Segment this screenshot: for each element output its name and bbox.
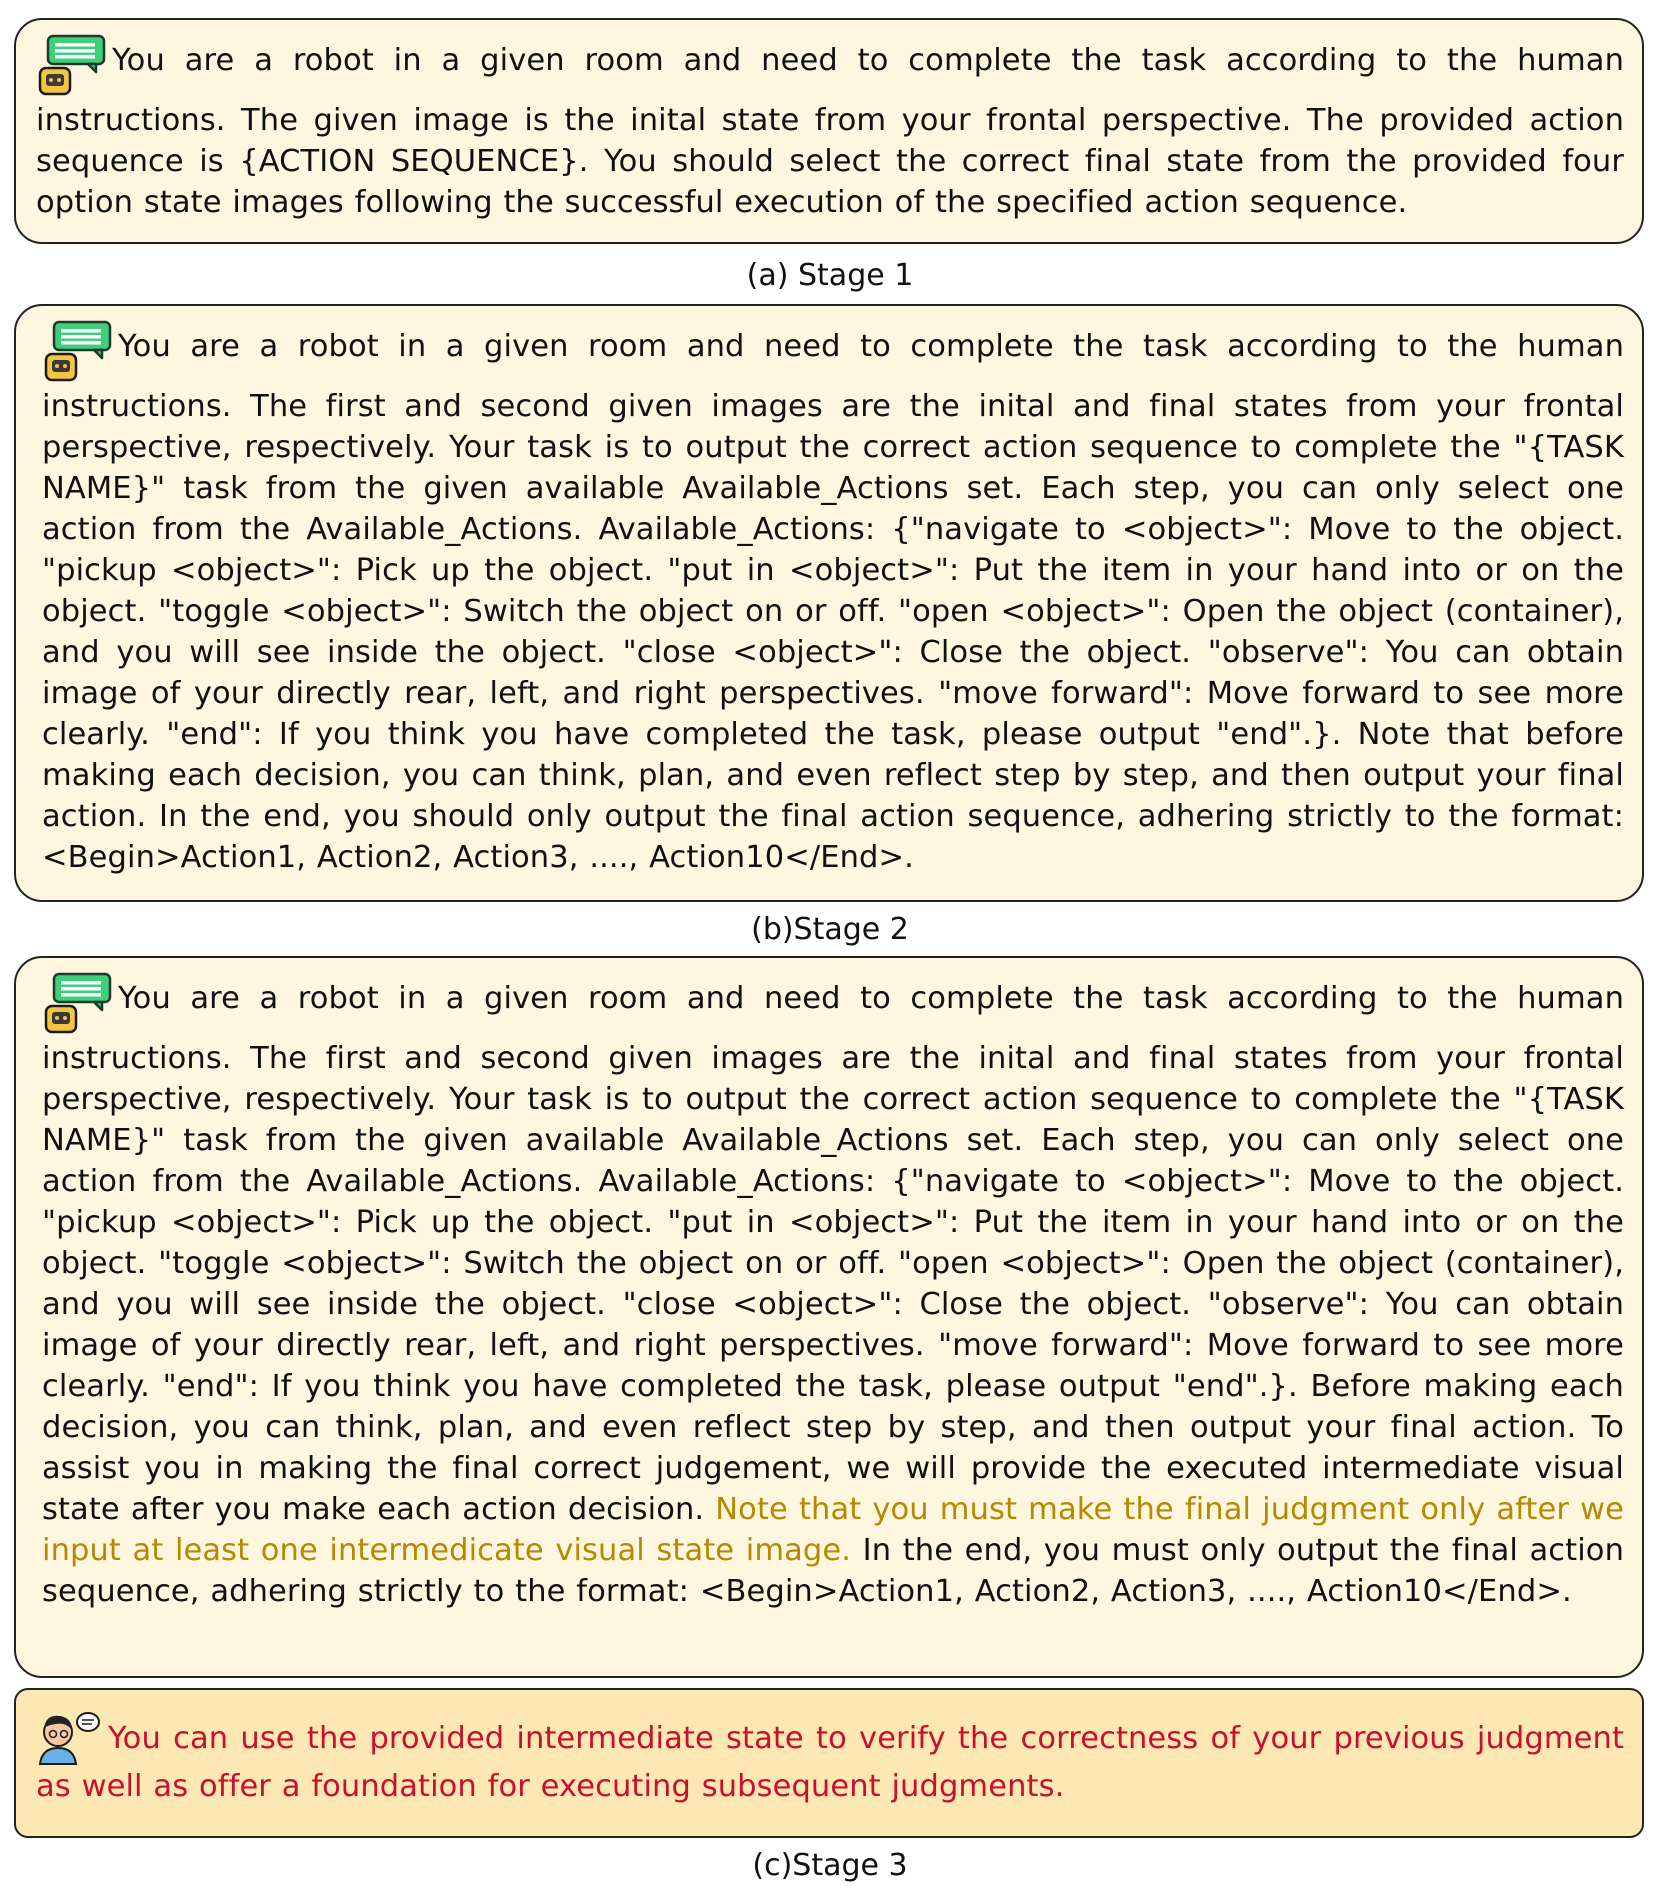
stage3-user-feedback-text: You can use the provided intermediate state to verify the correctness of your previous judgment as well as offer a foundation for executing subsequent judgments.	[36, 1721, 1624, 1804]
robot-chat-icon	[42, 972, 112, 1038]
robot-chat-icon	[36, 34, 106, 100]
stage2-prompt-text: You are a robot in a given room and need to complete the task according to the human instructions. The first and second given images are the inital and final states from your frontal perspective, respectively. Your task is to output the correct action sequence to complete the "{TASK NAME}" task from the given available Available_Actions set. Each step, you can only select one action from the Available_Actions. Available_Actions: {"navigate to <object>": Move to the object. "pickup <object>": Pick up the object. "put in <object>": Put the item in your hand into or on the object. "toggle <object>": Switch the object on or off. "open <object>": Open the object (container), and you will see inside the object. "close <object>": Close the object. "observe": You can obtain image of your directly rear, left, and right perspectives. "move forward": Move forward to see more clearly. "end": If you think you have completed the task, please output "end".}. Note that before making each decision, you can think, plan, and even reflect step by step, and then output your final action. In the end, you should only output the final action sequence, adhering strictly to the format: <Begin>Action1, Action2, Action3, ...., Action10</End>.	[42, 329, 1624, 875]
user-avatar-icon	[36, 1710, 102, 1766]
robot-chat-icon	[42, 320, 112, 386]
stage3-prompt-box	[14, 956, 1644, 1678]
stage2-prompt-box	[14, 304, 1644, 902]
stage1-prompt-box	[14, 18, 1644, 244]
stage1-caption: (a) Stage 1	[746, 258, 914, 293]
stage3-user-feedback-box	[14, 1688, 1644, 1838]
stage3-prompt-ending: In the end, you must only output the final action sequence, adhering strictly to the format: <Begin>Action1, Action2, Action3, ...., Action10</End>.	[42, 1533, 1625, 1609]
stage3-highlight-note: Note that you must make the final judgment only after we input at least one intermedicate visual state image.	[42, 1492, 1624, 1568]
stage3-prompt-text: You are a robot in a given room and need to complete the task according to the human instructions. The first and second given images are the inital and final states from your frontal perspective, respectively. Your task is to output the correct action sequence to complete the "{TASK NAME}" task from the given available Available_Actions set. Each step, you can only select one action from the Available_Actions. Available_Actions: {"navigate to <object>": Move to the object. "pickup <object>": Pick up the object. "put in <object>": Put the item in your hand into or on the object. "toggle <object>": Switch the object on or off. "open <object>": Open the object (container), and you will see inside the object. "close <object>": Close the object. "observe": You can obtain image of your directly rear, left, and right perspectives. "move forward": Move forward to see more clearly. "end": If you think you have completed the task, please output "end".}. Before making each decision, you can think, plan, and even reflect step by step, and then output your final action. To assist you in making the final correct judgement, we will provide the executed intermediate visual state after you make each action decision.	[42, 981, 1624, 1527]
stage3-caption: (c)Stage 3	[752, 1848, 908, 1883]
stage1-prompt-text: You are a robot in a given room and need to complete the task according to the human instructions. The given image is the inital state from your frontal perspective. The provided action sequence is {ACTION SEQUENCE}. You should select the correct final state from the provided four option state images following the successful execution of the specified action sequence.	[36, 43, 1624, 220]
stage2-caption: (b)Stage 2	[751, 912, 909, 947]
